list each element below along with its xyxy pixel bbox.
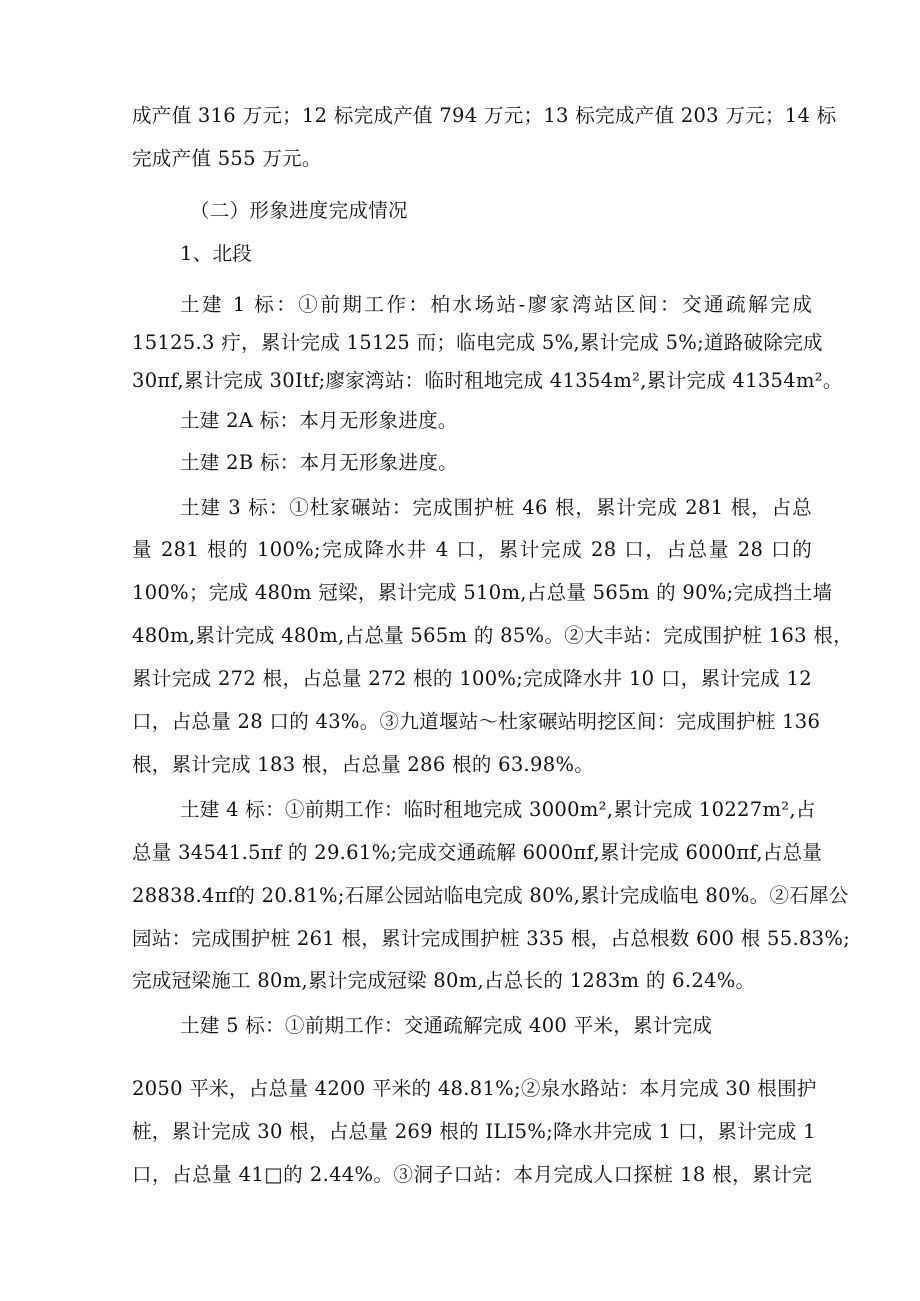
text-line-17: 土建 4 标：①前期工作：临时租地完成 3000m²,累计完成 10227m²,占 (180, 798, 816, 821)
text-line-15: 口，占总量 28 口的 43%。③九道堰站～杜家碾站明挖区间：完成围护桩 136 (132, 710, 821, 733)
text-line-5: 土建 1 标：①前期工作：柏水场站-廖家湾站区间：交通疏解完成 (180, 293, 812, 316)
text-line-16: 根，累计完成 183 根，占总量 286 根的 63.98%。 (132, 753, 595, 776)
text-line-10: 土建 3 标：①杜家碾站：完成围护桩 46 根，累计完成 281 根，占总 (180, 496, 812, 519)
text-line-9: 土建 2B 标：本月无形象进度。 (180, 451, 458, 474)
subsection-heading: 1、北段 (180, 242, 253, 265)
text-line-25: 口，占总量 41□的 2.44%。③洞子口站：本月完成人口探桩 18 根，累计完 (132, 1163, 812, 1186)
text-line-6: 15125.3 疔，累计完成 15125 而；临电完成 5%,累计完成 5%;道路破除完成 (132, 331, 823, 354)
text-line-18: 总量 34541.5πf 的 29.61%;完成交通疏解 6000πf,累计完成 6000πf,占总量 (132, 841, 823, 864)
text-line-19: 28838.4πf的 20.81%;石犀公园站临电完成 80%,累计完成临电 80%。②石犀公 (132, 884, 849, 907)
text-line-24: 桩，累计完成 30 根，占总量 269 根的 ILI5%;降水井完成 1 口，累计完成 1 (132, 1120, 816, 1143)
text-line-20: 园站：完成围护桩 261 根，累计完成围护桩 335 根，占总根数 600 根 55.83%; (132, 927, 851, 950)
text-line-2: 完成产值 555 万元。 (132, 147, 322, 170)
text-line-23: 2050 平米，占总量 4200 平米的 48.81%;②泉水路站：本月完成 30 根围护 (132, 1077, 817, 1100)
text-line-21: 完成冠梁施工 80m,累计完成冠梁 80m,占总长的 1283m 的 6.24%。 (132, 969, 756, 992)
section-heading: （二）形象进度完成情况 (190, 199, 408, 222)
text-line-22: 土建 5 标：①前期工作：交通疏解完成 400 平米，累计完成 (180, 1014, 713, 1037)
text-line-12: 100%；完成 480m 冠梁，累计完成 510m,占总量 565m 的 90%;完成挡土墙 (132, 581, 833, 604)
text-line-14: 累计完成 272 根，占总量 272 根的 100%;完成降水井 10 口，累计完成 12 (132, 667, 812, 690)
text-line-11: 量 281 根的 100%;完成降水井 4 口，累计完成 28 口，占总量 28 口的 (132, 538, 812, 561)
text-line-1: 成产值 316 万元；12 标完成产值 794 万元；13 标完成产值 203 万元；14 标 (132, 104, 837, 127)
text-line-8: 土建 2A 标：本月无形象进度。 (180, 409, 458, 432)
text-line-7: 30πf,累计完成 30Itf;廖家湾站：临时租地完成 41354m²,累计完成 41354m²。 (132, 369, 843, 392)
text-line-13: 480m,累计完成 480m,占总量 565m 的 85%。②大丰站：完成围护桩 163 根， (132, 624, 853, 647)
